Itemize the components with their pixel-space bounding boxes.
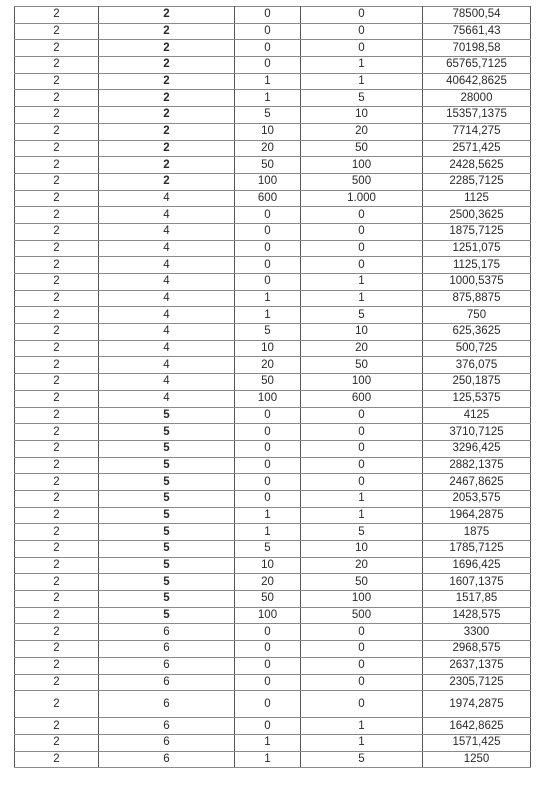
- table-cell-col-3: 100: [235, 390, 301, 407]
- table-cell-col-4: 0: [301, 207, 423, 224]
- table-cell-col-1: 2: [15, 23, 99, 40]
- table-cell-col-5: 78500,54: [423, 7, 531, 24]
- table-cell-col-5: 376,075: [423, 357, 531, 374]
- table-cell-col-1: 2: [15, 190, 99, 207]
- table-row: [15, 274, 531, 291]
- table-cell-col-4: 10: [301, 541, 423, 558]
- table-cell-col-4: 0: [301, 474, 423, 491]
- table-cell-col-1: 2: [15, 734, 99, 751]
- table-cell-col-5: 625,3625: [423, 324, 531, 341]
- table-row: [15, 157, 531, 174]
- table-cell-col-1: 2: [15, 374, 99, 391]
- table-cell-col-1: 2: [15, 57, 99, 74]
- table-cell-col-1: 2: [15, 607, 99, 624]
- table-cell-col-3: 5: [235, 107, 301, 124]
- table-row: [15, 674, 531, 691]
- table-cell-col-3: 0: [235, 657, 301, 674]
- table-cell-col-2: 6: [99, 624, 235, 641]
- table-cell-col-1: 2: [15, 324, 99, 341]
- table-cell-col-3: 0: [235, 57, 301, 74]
- table-cell-col-5: 3296,425: [423, 440, 531, 457]
- table-cell-col-3: 50: [235, 591, 301, 608]
- table-cell-col-1: 2: [15, 274, 99, 291]
- table-cell-col-2: 4: [99, 390, 235, 407]
- table-cell-col-2: 2: [99, 123, 235, 140]
- table-cell-col-2: 4: [99, 257, 235, 274]
- table-cell-col-4: 0: [301, 641, 423, 658]
- table-row: [15, 140, 531, 157]
- table-cell-col-5: 15357,1375: [423, 107, 531, 124]
- table-row: [15, 591, 531, 608]
- table-cell-col-1: 2: [15, 307, 99, 324]
- table-cell-col-5: 2428,5625: [423, 157, 531, 174]
- table-row: [15, 574, 531, 591]
- table-cell-col-1: 2: [15, 407, 99, 424]
- table-row: [15, 207, 531, 224]
- table-row: [15, 173, 531, 190]
- table-row: [15, 440, 531, 457]
- table-cell-col-5: 2467,8625: [423, 474, 531, 491]
- table-cell-col-5: 7714,275: [423, 123, 531, 140]
- table-cell-col-2: 2: [99, 140, 235, 157]
- table-cell-col-2: 6: [99, 734, 235, 751]
- table-cell-col-1: 2: [15, 657, 99, 674]
- table-cell-col-1: 2: [15, 507, 99, 524]
- table-cell-col-5: 28000: [423, 90, 531, 107]
- table-cell-col-2: 2: [99, 57, 235, 74]
- table-cell-col-3: 1: [235, 524, 301, 541]
- table-cell-col-2: 5: [99, 490, 235, 507]
- table-cell-col-4: 5: [301, 307, 423, 324]
- table-cell-col-2: 5: [99, 474, 235, 491]
- table-row: [15, 407, 531, 424]
- table-cell-col-3: 1: [235, 734, 301, 751]
- table-cell-col-3: 1: [235, 307, 301, 324]
- table-cell-col-3: 100: [235, 173, 301, 190]
- table-cell-col-2: 4: [99, 324, 235, 341]
- table-cell-col-3: 20: [235, 574, 301, 591]
- table-cell-col-5: 1875,7125: [423, 223, 531, 240]
- table-row: [15, 190, 531, 207]
- table-cell-col-3: 5: [235, 324, 301, 341]
- table-row: [15, 424, 531, 441]
- table-cell-col-5: 750: [423, 307, 531, 324]
- table-cell-col-2: 6: [99, 674, 235, 691]
- table-cell-col-2: 4: [99, 223, 235, 240]
- table-cell-col-3: 0: [235, 474, 301, 491]
- table-cell-col-3: 0: [235, 691, 301, 718]
- table-row: [15, 557, 531, 574]
- table-cell-col-5: 2305,7125: [423, 674, 531, 691]
- table-row: [15, 507, 531, 524]
- data-table-container: [14, 6, 530, 768]
- table-cell-col-4: 0: [301, 657, 423, 674]
- table-cell-col-3: 0: [235, 490, 301, 507]
- table-cell-col-3: 1: [235, 751, 301, 768]
- table-cell-col-4: 0: [301, 457, 423, 474]
- table-cell-col-3: 600: [235, 190, 301, 207]
- table-row: [15, 457, 531, 474]
- table-cell-col-3: 0: [235, 40, 301, 57]
- table-cell-col-1: 2: [15, 157, 99, 174]
- table-cell-col-2: 5: [99, 424, 235, 441]
- table-cell-col-4: 5: [301, 751, 423, 768]
- table-cell-col-5: 1642,8625: [423, 718, 531, 735]
- table-cell-col-1: 2: [15, 440, 99, 457]
- table-cell-col-3: 0: [235, 274, 301, 291]
- table-cell-col-3: 1: [235, 90, 301, 107]
- table-cell-col-2: 5: [99, 557, 235, 574]
- table-cell-col-1: 2: [15, 107, 99, 124]
- table-cell-col-3: 20: [235, 357, 301, 374]
- table-cell-col-3: 10: [235, 123, 301, 140]
- table-cell-col-2: 4: [99, 207, 235, 224]
- table-cell-col-4: 600: [301, 390, 423, 407]
- table-row: [15, 657, 531, 674]
- table-row: [15, 607, 531, 624]
- table-row: [15, 257, 531, 274]
- table-cell-col-4: 1.000: [301, 190, 423, 207]
- table-row: [15, 240, 531, 257]
- table-cell-col-5: 2882,1375: [423, 457, 531, 474]
- table-cell-col-2: 2: [99, 73, 235, 90]
- table-cell-col-4: 0: [301, 440, 423, 457]
- table-cell-col-2: 6: [99, 751, 235, 768]
- table-cell-col-3: 10: [235, 557, 301, 574]
- table-cell-col-4: 50: [301, 357, 423, 374]
- table-cell-col-2: 6: [99, 641, 235, 658]
- table-cell-col-4: 5: [301, 524, 423, 541]
- table-cell-col-2: 4: [99, 340, 235, 357]
- table-cell-col-2: 4: [99, 190, 235, 207]
- table-cell-col-1: 2: [15, 123, 99, 140]
- table-cell-col-5: 2285,7125: [423, 173, 531, 190]
- table-cell-col-1: 2: [15, 173, 99, 190]
- table-row: [15, 90, 531, 107]
- table-cell-col-3: 1: [235, 73, 301, 90]
- table-cell-col-4: 0: [301, 7, 423, 24]
- table-cell-col-1: 2: [15, 490, 99, 507]
- table-cell-col-4: 10: [301, 324, 423, 341]
- table-cell-col-5: 1696,425: [423, 557, 531, 574]
- table-cell-col-3: 50: [235, 157, 301, 174]
- table-row: [15, 123, 531, 140]
- table-cell-col-2: 2: [99, 40, 235, 57]
- table-cell-col-3: 0: [235, 207, 301, 224]
- table-cell-col-2: 5: [99, 440, 235, 457]
- table-cell-col-5: 250,1875: [423, 374, 531, 391]
- table-cell-col-4: 20: [301, 340, 423, 357]
- table-cell-col-2: 2: [99, 23, 235, 40]
- table-cell-col-3: 1: [235, 507, 301, 524]
- table-cell-col-5: 40642,8625: [423, 73, 531, 90]
- table-body: [15, 7, 531, 768]
- table-cell-col-2: 2: [99, 7, 235, 24]
- table-cell-col-4: 0: [301, 40, 423, 57]
- table-row: [15, 107, 531, 124]
- table-cell-col-5: 1000,5375: [423, 274, 531, 291]
- table-row: [15, 390, 531, 407]
- table-cell-col-5: 1428,575: [423, 607, 531, 624]
- table-cell-col-4: 0: [301, 674, 423, 691]
- table-cell-col-2: 4: [99, 307, 235, 324]
- table-row: [15, 524, 531, 541]
- table-cell-col-5: 2968,575: [423, 641, 531, 658]
- table-cell-col-1: 2: [15, 90, 99, 107]
- table-cell-col-1: 2: [15, 674, 99, 691]
- table-cell-col-4: 1: [301, 718, 423, 735]
- table-cell-col-5: 1964,2875: [423, 507, 531, 524]
- table-row: [15, 290, 531, 307]
- table-row: [15, 474, 531, 491]
- table-cell-col-3: 50: [235, 374, 301, 391]
- table-cell-col-1: 2: [15, 718, 99, 735]
- table-cell-col-4: 10: [301, 107, 423, 124]
- table-cell-col-1: 2: [15, 691, 99, 718]
- table-cell-col-2: 4: [99, 274, 235, 291]
- table-cell-col-2: 5: [99, 591, 235, 608]
- table-cell-col-3: 5: [235, 541, 301, 558]
- table-cell-col-2: 2: [99, 107, 235, 124]
- table-cell-col-3: 0: [235, 624, 301, 641]
- table-cell-col-1: 2: [15, 240, 99, 257]
- table-cell-col-1: 2: [15, 457, 99, 474]
- table-cell-col-3: 0: [235, 718, 301, 735]
- table-row: [15, 23, 531, 40]
- table-cell-col-1: 2: [15, 40, 99, 57]
- table-cell-col-4: 0: [301, 240, 423, 257]
- table-row: [15, 751, 531, 768]
- table-cell-col-3: 0: [235, 424, 301, 441]
- table-row: [15, 374, 531, 391]
- table-cell-col-3: 0: [235, 257, 301, 274]
- table-cell-col-3: 0: [235, 641, 301, 658]
- table-row: [15, 718, 531, 735]
- table-row: [15, 340, 531, 357]
- table-cell-col-4: 20: [301, 123, 423, 140]
- table-row: [15, 40, 531, 57]
- table-cell-col-2: 5: [99, 524, 235, 541]
- table-cell-col-5: 1251,075: [423, 240, 531, 257]
- table-cell-col-3: 0: [235, 223, 301, 240]
- table-row: [15, 7, 531, 24]
- table-cell-col-1: 2: [15, 541, 99, 558]
- table-cell-col-2: 6: [99, 657, 235, 674]
- table-cell-col-1: 2: [15, 591, 99, 608]
- table-cell-col-5: 1607,1375: [423, 574, 531, 591]
- table-cell-col-3: 0: [235, 440, 301, 457]
- table-row: [15, 57, 531, 74]
- table-cell-col-5: 4125: [423, 407, 531, 424]
- table-cell-col-2: 4: [99, 290, 235, 307]
- table-cell-col-5: 500,725: [423, 340, 531, 357]
- table-row: [15, 490, 531, 507]
- table-cell-col-4: 1: [301, 73, 423, 90]
- table-cell-col-2: 5: [99, 541, 235, 558]
- table-cell-col-2: 2: [99, 157, 235, 174]
- table-cell-col-3: 0: [235, 674, 301, 691]
- table-cell-col-5: 1571,425: [423, 734, 531, 751]
- table-cell-col-4: 100: [301, 591, 423, 608]
- table-cell-col-3: 20: [235, 140, 301, 157]
- table-cell-col-4: 1: [301, 290, 423, 307]
- table-cell-col-2: 6: [99, 718, 235, 735]
- table-cell-col-1: 2: [15, 474, 99, 491]
- table-cell-col-4: 0: [301, 23, 423, 40]
- table-cell-col-5: 1875: [423, 524, 531, 541]
- table-cell-col-4: 20: [301, 557, 423, 574]
- table-cell-col-2: 5: [99, 507, 235, 524]
- table-cell-col-4: 0: [301, 691, 423, 718]
- table-cell-col-5: 75661,43: [423, 23, 531, 40]
- table-row: [15, 734, 531, 751]
- table-row: [15, 307, 531, 324]
- table-cell-col-1: 2: [15, 524, 99, 541]
- table-cell-col-4: 1: [301, 734, 423, 751]
- table-cell-col-4: 1: [301, 507, 423, 524]
- table-cell-col-1: 2: [15, 751, 99, 768]
- table-cell-col-4: 50: [301, 140, 423, 157]
- table-cell-col-3: 0: [235, 407, 301, 424]
- table-cell-col-3: 1: [235, 290, 301, 307]
- table-cell-col-4: 500: [301, 607, 423, 624]
- table-cell-col-2: 6: [99, 691, 235, 718]
- table-cell-col-1: 2: [15, 7, 99, 24]
- table-cell-col-5: 2571,425: [423, 140, 531, 157]
- table-cell-col-5: 1517,85: [423, 591, 531, 608]
- table-row: [15, 691, 531, 718]
- table-cell-col-2: 5: [99, 407, 235, 424]
- table-row: [15, 73, 531, 90]
- table-cell-col-5: 1125,175: [423, 257, 531, 274]
- table-cell-col-5: 2500,3625: [423, 207, 531, 224]
- table-cell-col-4: 50: [301, 574, 423, 591]
- table-cell-col-5: 3710,7125: [423, 424, 531, 441]
- table-cell-col-2: 4: [99, 240, 235, 257]
- table-row: [15, 324, 531, 341]
- table-cell-col-3: 0: [235, 457, 301, 474]
- table-cell-col-3: 10: [235, 340, 301, 357]
- table-cell-col-5: 70198,58: [423, 40, 531, 57]
- table-cell-col-1: 2: [15, 424, 99, 441]
- table-row: [15, 641, 531, 658]
- table-cell-col-5: 1250: [423, 751, 531, 768]
- table-cell-col-1: 2: [15, 257, 99, 274]
- table-cell-col-4: 0: [301, 424, 423, 441]
- table-cell-col-4: 100: [301, 157, 423, 174]
- table-cell-col-4: 100: [301, 374, 423, 391]
- table-cell-col-5: 1974,2875: [423, 691, 531, 718]
- table-cell-col-4: 1: [301, 490, 423, 507]
- table-cell-col-2: 2: [99, 90, 235, 107]
- table-row: [15, 357, 531, 374]
- table-cell-col-1: 2: [15, 73, 99, 90]
- table-row: [15, 541, 531, 558]
- table-cell-col-2: 2: [99, 173, 235, 190]
- table-cell-col-2: 4: [99, 374, 235, 391]
- table-cell-col-5: 875,8875: [423, 290, 531, 307]
- table-cell-col-5: 1785,7125: [423, 541, 531, 558]
- table-cell-col-1: 2: [15, 340, 99, 357]
- table-cell-col-1: 2: [15, 641, 99, 658]
- table-cell-col-2: 4: [99, 357, 235, 374]
- table-cell-col-2: 5: [99, 457, 235, 474]
- table-cell-col-1: 2: [15, 357, 99, 374]
- table-cell-col-4: 0: [301, 407, 423, 424]
- table-cell-col-1: 2: [15, 624, 99, 641]
- table-cell-col-3: 0: [235, 240, 301, 257]
- table-cell-col-3: 0: [235, 7, 301, 24]
- table-cell-col-5: 65765,7125: [423, 57, 531, 74]
- table-cell-col-5: 1125: [423, 190, 531, 207]
- table-cell-col-2: 5: [99, 574, 235, 591]
- table-row: [15, 624, 531, 641]
- table-cell-col-5: 125,5375: [423, 390, 531, 407]
- table-cell-col-1: 2: [15, 207, 99, 224]
- table-cell-col-4: 500: [301, 173, 423, 190]
- table-cell-col-2: 5: [99, 607, 235, 624]
- table-cell-col-1: 2: [15, 290, 99, 307]
- table-cell-col-3: 0: [235, 23, 301, 40]
- table-cell-col-4: 1: [301, 57, 423, 74]
- table-cell-col-4: 5: [301, 90, 423, 107]
- table-cell-col-4: 1: [301, 274, 423, 291]
- table-cell-col-5: 3300: [423, 624, 531, 641]
- data-table: [14, 6, 531, 768]
- table-cell-col-1: 2: [15, 574, 99, 591]
- table-cell-col-1: 2: [15, 223, 99, 240]
- table-cell-col-4: 0: [301, 223, 423, 240]
- table-cell-col-3: 100: [235, 607, 301, 624]
- table-cell-col-1: 2: [15, 557, 99, 574]
- table-cell-col-4: 0: [301, 624, 423, 641]
- table-row: [15, 223, 531, 240]
- table-cell-col-5: 2637,1375: [423, 657, 531, 674]
- table-cell-col-5: 2053,575: [423, 490, 531, 507]
- table-cell-col-4: 0: [301, 257, 423, 274]
- table-cell-col-1: 2: [15, 140, 99, 157]
- table-cell-col-1: 2: [15, 390, 99, 407]
